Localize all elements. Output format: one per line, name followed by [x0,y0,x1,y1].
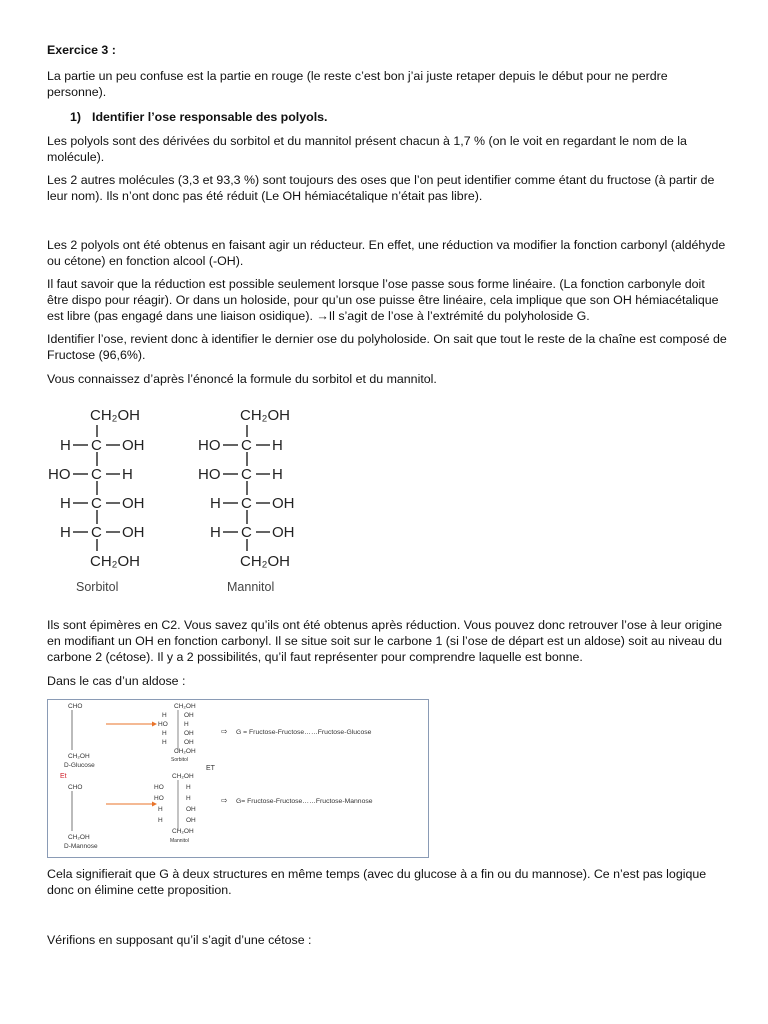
mannitol-carbon-3: C [241,495,252,512]
svg-text:H: H [162,730,167,737]
svg-text:H: H [158,817,163,824]
section-number: 1) [70,110,82,124]
mannitol-structure [198,407,295,594]
sorbitol-row-3-right: OH [122,495,145,512]
sorbitol-row-2 [48,466,133,483]
sorbitol-row-4-right: OH [122,524,145,541]
intro-paragraph: La partie un peu confuse est la partie en rouge (le reste c’est bon j’ai juste retaper depuis le début pour ne perdre personne). [47,69,668,99]
sorbitol-carbon-4: C [91,524,102,541]
mannitol-row-1-left: HO [198,437,221,454]
paragraph-epimers: Ils sont épimères en C2. Vous savez qu’ils ont été obtenus après réduction. Vous pouvez donc retrouver l’ose à leur origine en modifiant un OH en fonction carbonyl. Il se situe soit sur le carbone 1 (si l’ose de départ est un aldose) soit au niveau du carbone 2 (cétose). Il y a 2 possibilités, qu’il faut représenter pour comprendre laquelle est bonne. [47,618,722,664]
paragraph-identify-ose: Identifier l’ose, revient donc à identifier le dernier ose du polyholoside. On sait que tout le reste de la chaîne est composé de Fructose (96,6%). [47,332,727,362]
svg-text:OH: OH [184,712,194,719]
svg-text:H: H [162,739,167,746]
svg-text:OH: OH [186,817,196,824]
mannitol-top-group: CH₂OH [240,407,290,424]
sorbitol-row-3-left: H [60,495,71,512]
sorbitol-structure [48,407,145,594]
mannitol-carbon-4: C [241,524,252,541]
svg-text:H: H [158,806,163,813]
svg-text:OH: OH [184,730,194,737]
mannitol-bottom-group: CH₂OH [240,553,290,570]
sorbitol-bottom-group: CH₂OH [90,553,140,570]
result-glucose: G = Fructose-Fructose……Fructose-Glucose [236,729,372,736]
mannitol-row-4-right: OH [272,524,295,541]
glucose-cho: CHO [68,703,83,710]
mannitol-row-3-left: H [210,495,221,512]
paragraph-fructose: Les 2 autres molécules (3,3 et 93,3 %) sont toujours des oses que l’on peut identifier comme étant du fructose (à partir de leur nom). Ils n’ont donc pas été réduit (Le OH hémiacétalique n’était pas libre). [47,173,715,203]
sorbitol-carbon-3: C [91,495,102,512]
result-mannose: G= Fructose-Fructose……Fructose-Mannose [236,798,373,805]
mannitol-carbon-2: C [241,466,252,483]
section-heading [70,109,750,125]
small-sorbitol-label: Sorbitol [171,757,188,763]
paragraph-polyols: Les polyols sont des dérivées du sorbitol et du mannitol présent chacun à 1,7 % (on le voit en regardant le nom de la molécule). [47,134,687,164]
svg-text:OH: OH [184,739,194,746]
small-mannitol [154,773,196,844]
glucose-label: D-Glucose [64,762,95,769]
sorbitol-row-1-left: H [60,437,71,454]
paragraph-aldose-case: Dans le cas d’un aldose : [47,674,186,688]
sorbitol-row-4 [60,524,145,541]
result-arrow-1: ⇨ [221,727,228,736]
mannitol-label: Mannitol [227,580,275,594]
aldose-figure [48,700,428,857]
small-mannitol-label: Mannitol [170,838,189,844]
svg-text:CH₂OH: CH₂OH [174,748,196,755]
section-title: Identifier l’ose responsable des polyols. [92,110,328,124]
paragraph-formula-intro: Vous connaissez d’après l’énoncé la formule du sorbitol et du mannitol. [47,372,437,386]
mannitol-row-3 [210,495,295,512]
svg-text:H: H [162,712,167,719]
paragraph-ketose: Vérifions en supposant qu’il s’agit d’une cétose : [47,933,312,947]
sorbitol-row-2-right: H [122,466,133,483]
sorbitol-carbon-1: C [91,437,102,454]
sorbitol-mannitol-figure [40,400,320,600]
mannitol-row-2 [198,466,283,483]
mannitol-row-1-right: H [272,437,283,454]
svg-text:H: H [186,795,191,802]
paragraph-reduction: Les 2 polyols ont été obtenus en faisant agir un réducteur. En effet, une réduction va modifier la fonction carbonyl (aldéhyde ou cétone) en fonction alcool (-OH). [47,238,726,268]
paragraph-conclusion: Cela signifierait que G à deux structures en même temps (avec du glucose à a fin ou du mannose). Ce n’est pas logique donc on élimine cette proposition. [47,867,707,897]
svg-text:OH: OH [186,806,196,813]
aldose-figure-box [47,699,429,858]
sorbitol-row-4-left: H [60,524,71,541]
svg-text:CH₂OH: CH₂OH [174,703,196,710]
mannitol-row-2-left: HO [198,466,221,483]
svg-text:CH₂OH: CH₂OH [172,828,194,835]
mannose-cho: CHO [68,784,83,791]
svg-text:H: H [186,784,191,791]
sorbitol-row-3 [60,495,145,512]
paragraph-linear-form: Il faut savoir que la réduction est possible seulement lorsque l’ose passe sous forme linéaire. (La fonction carbonyle doit être dispo pour réagir). Or dans un holoside, pour qu’un ose puisse être linéaire, cela implique que son OH hémiacétalique est libre (pas engagé dans une liaison osidique). →Il s’agit de l’ose à l’extrémité du polyholoside G. [47,277,719,323]
mannitol-row-1 [198,437,283,454]
exercise-title: Exercice 3 : [47,43,116,57]
sorbitol-label: Sorbitol [76,580,119,594]
mannitol-carbon-1: C [241,437,252,454]
svg-text:H: H [184,721,189,728]
svg-text:HO: HO [154,795,164,802]
mannitol-row-2-right: H [272,466,283,483]
small-sorbitol [158,703,196,763]
svg-text:HO: HO [154,784,164,791]
sorbitol-row-1 [60,437,145,454]
result-arrow-2: ⇨ [221,796,228,805]
glucose-ch2oh: CH₂OH [68,753,90,760]
mannitol-row-4-left: H [210,524,221,541]
arrow-head-mannitol [152,802,157,807]
et-label: ET [206,765,215,772]
svg-text:HO: HO [158,721,168,728]
mannose-ch2oh: CH₂OH [68,834,90,841]
mannitol-row-4 [210,524,295,541]
sorbitol-row-1-right: OH [122,437,145,454]
et-red-label: Et [60,773,67,780]
arrow-head-sorbitol [152,722,157,727]
svg-text:CH₂OH: CH₂OH [172,773,194,780]
sorbitol-top-group: CH₂OH [90,407,140,424]
sorbitol-carbon-2: C [91,466,102,483]
sorbitol-row-2-left: HO [48,466,71,483]
mannose-label: D-Mannose [64,843,98,850]
mannitol-row-3-right: OH [272,495,295,512]
